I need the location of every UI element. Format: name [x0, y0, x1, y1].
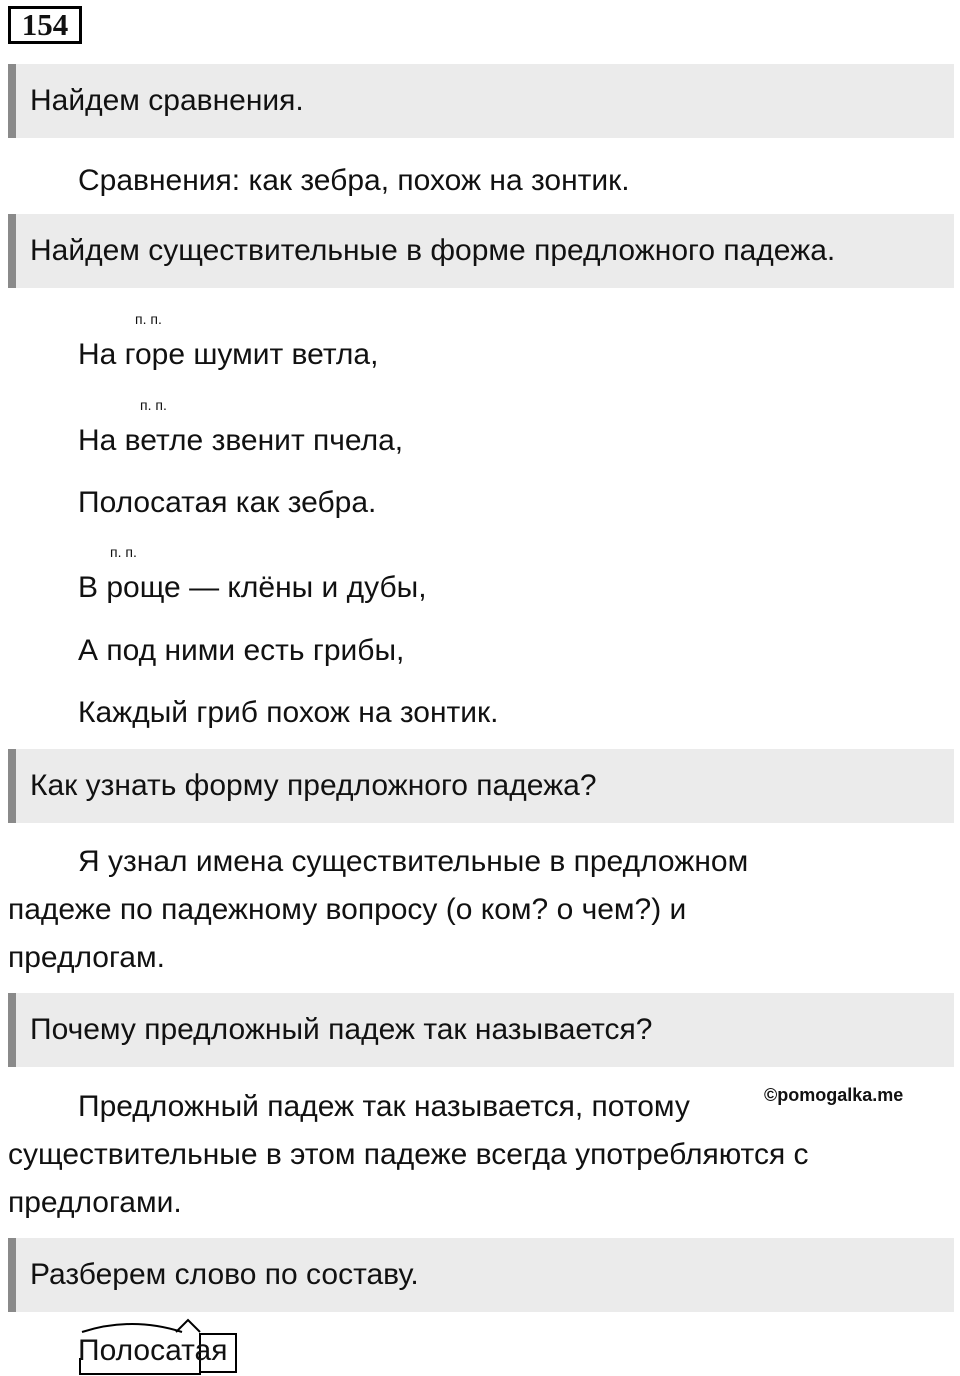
case-mark: п. п. [135, 311, 162, 327]
question-how-to-know [8, 749, 954, 823]
answer-why-named [8, 1083, 809, 1227]
answer-line: Я узнал имена существительные в предложном [78, 845, 749, 878]
answer-line: предлогам. [8, 941, 165, 974]
root-arc [82, 1324, 182, 1332]
case-mark: п. п. [140, 397, 167, 413]
poem-line: На горе шумит ветла, [78, 338, 379, 371]
case-mark: п. п. [110, 544, 137, 560]
poem-line: Каждый гриб похож на зонтик. [78, 696, 499, 729]
question-prepositional [8, 214, 954, 288]
suffix-mark [176, 1320, 200, 1332]
answer-line: Предложный падеж так называется, потому [78, 1090, 690, 1123]
answer-compare: Сравнения: как зебра, похож на зонтик. [78, 164, 630, 197]
answer-line: падеже по падежному вопросу (о ком? о чем?) и [8, 893, 687, 926]
poem-line: В роще — клёны и дубы, [78, 571, 427, 604]
watermark: ©pomogalka.me [764, 1085, 904, 1105]
poem-line: Полосатая как зебра. [78, 486, 377, 519]
question-text: Как узнать форму предложного падежа? [30, 769, 597, 802]
poem-line: А под ними есть грибы, [78, 634, 405, 667]
answer-line: существительные в этом падеже всегда употребляются с [8, 1138, 809, 1171]
question-morpheme [8, 1238, 954, 1312]
question-text: Найдем существительные в форме предложного падежа. [30, 234, 836, 267]
question-text: Почему предложный падеж так называется? [30, 1013, 653, 1046]
question-compare [8, 64, 954, 138]
answer-line: предлогами. [8, 1186, 182, 1219]
question-text: Найдем сравнения. [30, 84, 304, 117]
morpheme-word: Полосатая [78, 1334, 228, 1367]
question-why-named [8, 993, 954, 1067]
task-number: 154 [8, 6, 82, 44]
poem-line: На ветле звенит пчела, [78, 424, 404, 457]
question-text: Разберем слово по составу. [30, 1258, 419, 1291]
answer-how-to-know [8, 838, 748, 982]
